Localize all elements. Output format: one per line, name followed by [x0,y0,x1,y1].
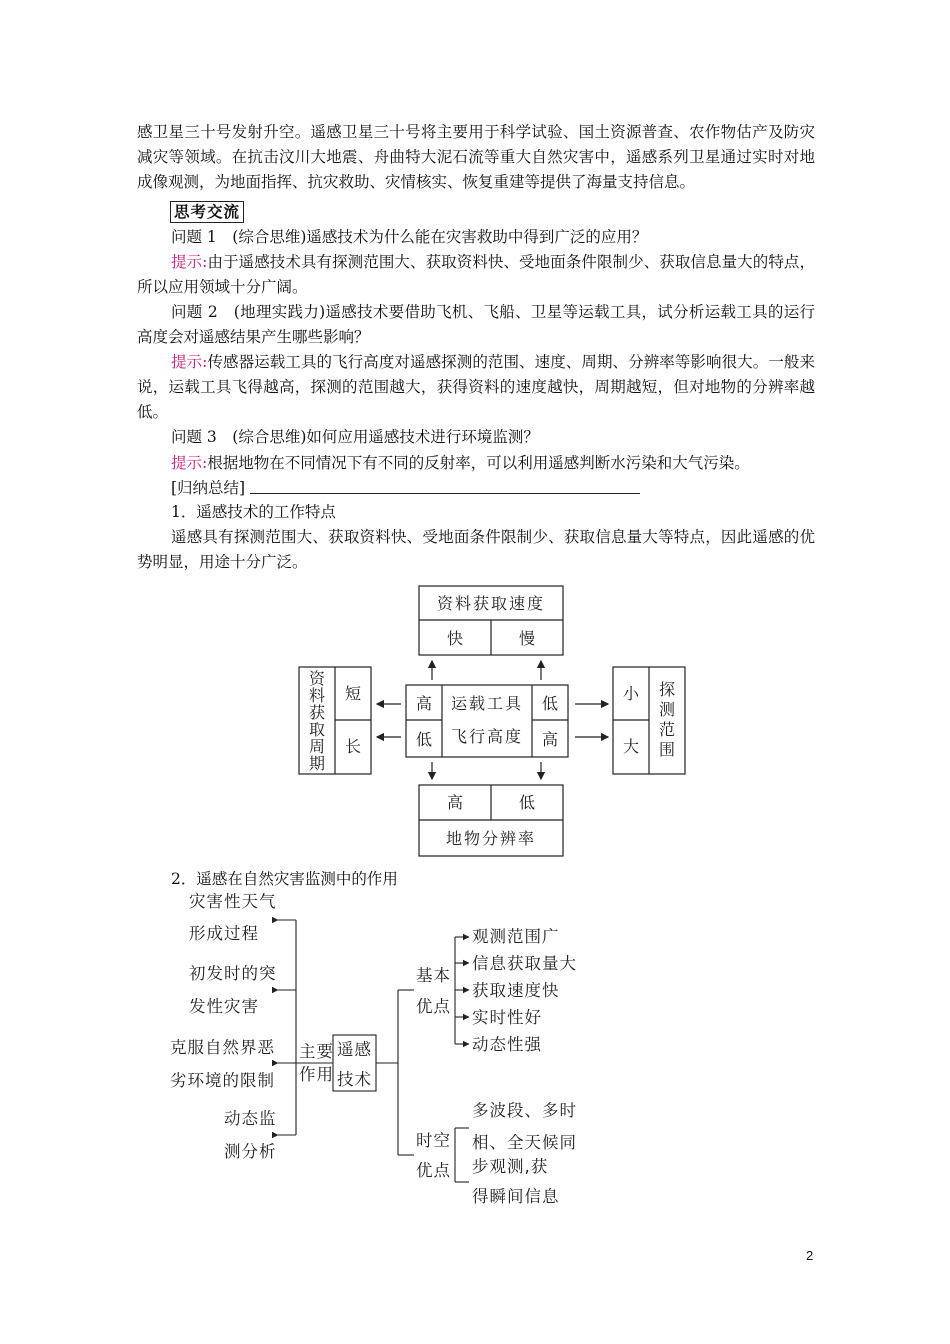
left-1b: 形成过程 [189,924,259,943]
spatial-text-3: 得瞬间信息 [472,1187,560,1206]
hint-label: 提示: [171,454,208,472]
bottom-title: 地物分辨率 [445,829,537,848]
core-b: 技术 [337,1070,372,1089]
hint-label: 提示: [171,353,208,371]
section-label-thinking: 思考交流 [170,201,244,223]
core-a: 遥感 [337,1040,372,1059]
left-3b: 劣环境的限制 [170,1071,275,1090]
answer-2: 提示:传感器运载工具的飞行高度对遥感探测的范围、速度、周期、分辨率等影响很大。一般来说，运载工具飞得越高，探测的范围越大，获得资料的速度越快，周期越短，但对地物的分辨率越低。 [137,353,815,421]
left-title-1: 料 [308,686,326,705]
answer-1: 提示:由于遥感技术具有探测范围大、获取资料快、受地面条件限制少、获取信息量大的特点，所以应用领域十分广阔。 [137,253,815,296]
left-title-2: 获 [308,703,326,722]
center-t1: 运载工具 [450,694,524,713]
heading-1: 1．遥感技术的工作特点 [171,503,336,521]
hint-label: 提示: [171,253,208,271]
basic-item-3: 实时性好 [472,1008,542,1027]
right-title-1: 测 [658,700,676,719]
bottom-left: 高 [446,793,464,812]
spatial-text-2: 步观测,获 [472,1157,549,1176]
center-l2: 低 [415,730,433,749]
right-title-2: 范 [658,720,676,739]
right-title-3: 围 [658,740,676,759]
left-title-3: 取 [308,720,326,739]
center-t2: 飞行高度 [450,727,524,746]
basic-a: 基本 [416,966,451,985]
left-title-5: 期 [308,754,326,773]
left-bottom: 长 [344,737,362,756]
right-title-0: 探 [658,680,676,699]
question-1: 问题 1 (综合思维)遥感技术为什么能在灾害救助中得到广泛的应用？ [171,228,648,246]
right-top: 小 [622,684,640,703]
left-title-4: 周 [308,737,326,756]
right-bottom: 大 [622,737,640,756]
spatial-text-1: 相、全天候同 [472,1133,577,1152]
spatial-a: 时空 [416,1131,451,1150]
center-r2: 高 [541,730,559,749]
left-3a: 克服自然界恶 [170,1038,275,1057]
question-2: 问题 2 (地理实践力)遥感技术要借助飞机、飞船、卫星等运载工具，试分析运载工具的运行高度会对遥感结果产生哪些影响？ [137,303,815,346]
left-2b: 发性灾害 [189,997,259,1016]
paragraph-1: 遥感具有探测范围大、获取资料快、受地面条件限制少、获取信息量大等特点，因此遥感的优势明显，用途十分广泛。 [137,528,815,571]
answer-3: 提示:根据地物在不同情况下有不同的反射率，可以利用遥感判断水污染和大气污染。 [171,454,750,472]
left-4a: 动态监 [224,1109,277,1128]
left-1a: 灾害性天气 [189,892,277,911]
heading-2: 2．遥感在自然灾害监测中的作用 [171,870,398,888]
basic-b: 优点 [416,997,451,1016]
intro-paragraph: 感卫星三十号发射升空。遥感卫星三十号将主要用于科学试验、国土资源普查、农作物估产及防灾减灾等领域。在抗击汶川大地震、舟曲特大泥石流等重大自然灾害中，遥感系列卫星通过实时对地成像观测，为地面指挥、抗灾救助、灾情核实、恢复重建等提供了海量支持信息。 [137,123,815,191]
main-role-a: 主要 [299,1042,334,1061]
basic-item-1: 信息获取量大 [472,954,577,973]
top-left: 快 [446,629,464,648]
summary-label: [归纳总结] [171,479,246,497]
question-3: 问题 3 (综合思维)如何应用遥感技术进行环境监测？ [171,428,539,446]
basic-item-4: 动态性强 [472,1035,542,1054]
spatial-text-0: 多波段、多时 [472,1101,577,1120]
left-4b: 测分析 [224,1142,277,1161]
center-r1: 低 [541,694,559,713]
basic-item-0: 观测范围广 [472,927,560,946]
top-right: 慢 [518,629,536,648]
center-l1: 高 [415,694,433,713]
bottom-right: 低 [518,793,536,812]
left-2a: 初发时的突 [189,964,277,983]
top-title: 资料获取速度 [436,594,546,613]
main-role-b: 作用 [299,1065,334,1084]
page-number: 2 [806,1248,814,1263]
left-title-0: 资 [308,669,326,688]
basic-item-2: 获取速度快 [472,981,560,1000]
spatial-b: 优点 [416,1161,451,1180]
left-top: 短 [344,684,362,703]
